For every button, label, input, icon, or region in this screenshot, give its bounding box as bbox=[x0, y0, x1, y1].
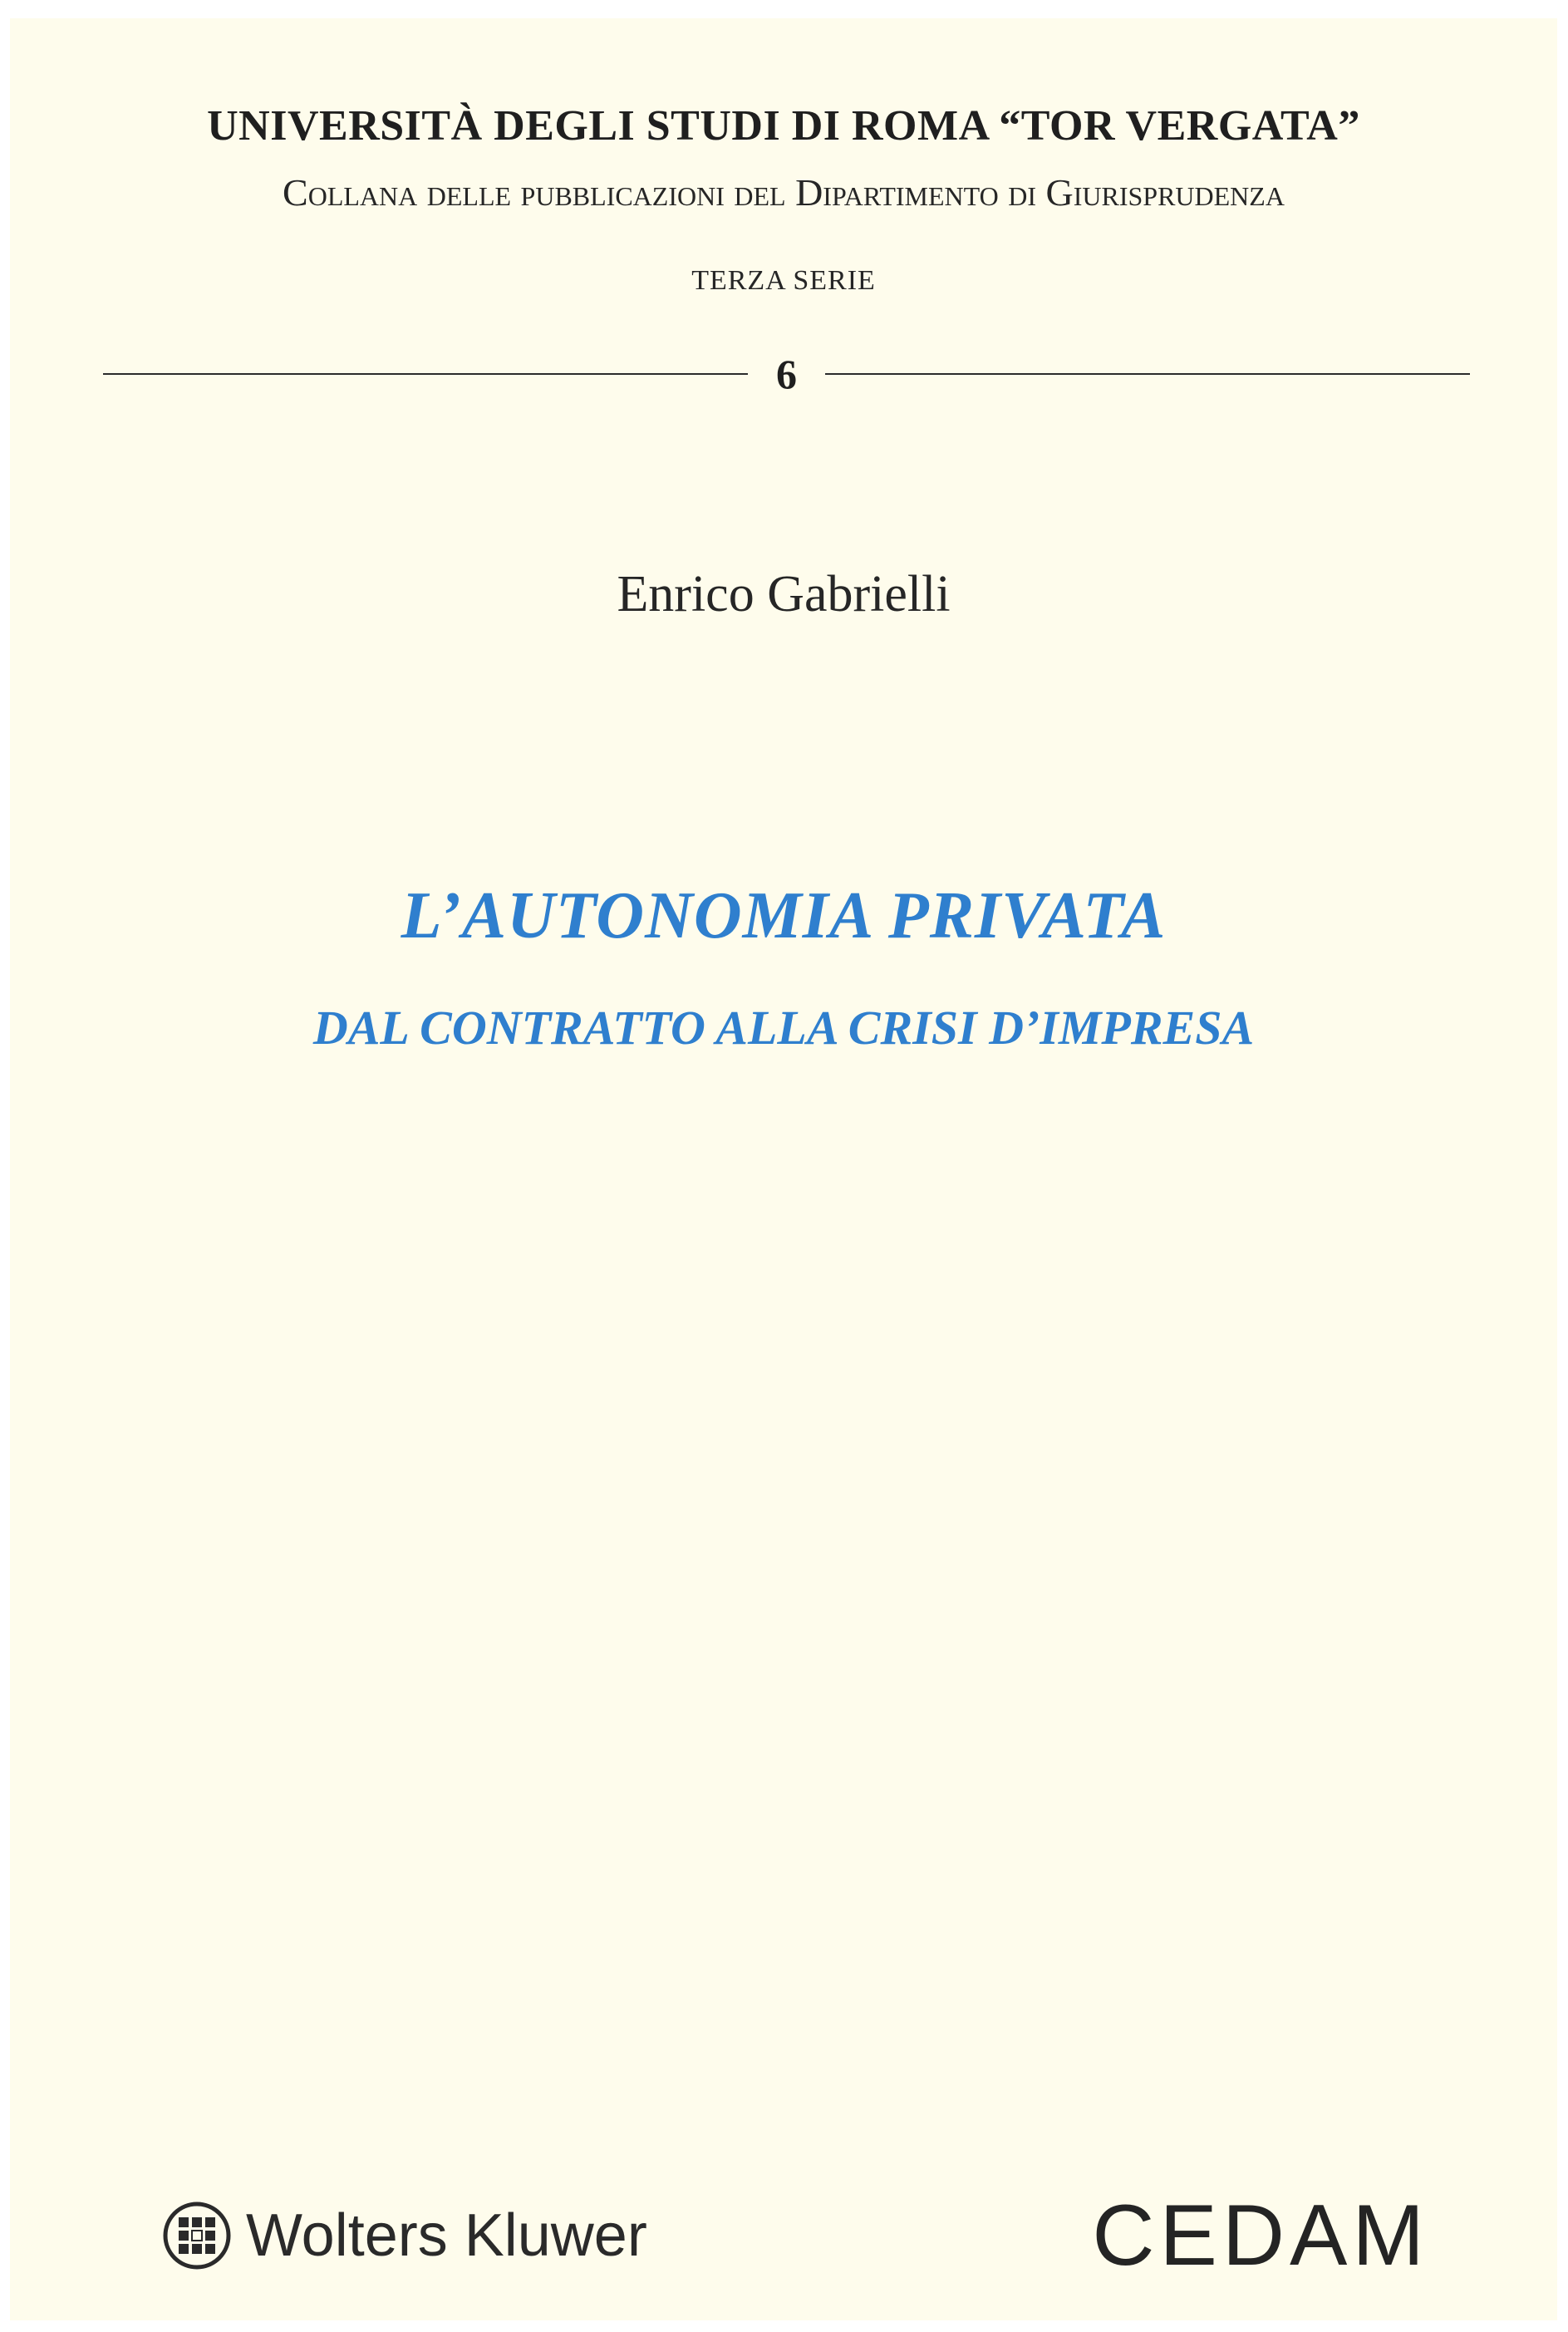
publisher-name: Wolters Kluwer bbox=[246, 2202, 647, 2269]
book-cover bbox=[10, 18, 1557, 2320]
university-heading: UNIVERSITÀ DEGLI STUDI DI ROMA “TOR VERGATA” bbox=[207, 102, 1360, 150]
wolters-kluwer-grid-icon bbox=[163, 2202, 231, 2270]
divider-left bbox=[103, 373, 748, 375]
series-label: TERZA SERIE bbox=[691, 265, 876, 296]
series-collection: Collana delle pubblicazioni del Dipartimento di Giurisprudenza bbox=[283, 171, 1285, 214]
imprint-name: CEDAM bbox=[1092, 2187, 1429, 2284]
book-title: L’AUTONOMIA PRIVATA bbox=[401, 879, 1167, 952]
volume-number: 6 bbox=[776, 351, 797, 397]
author-name: Enrico Gabrielli bbox=[617, 566, 951, 622]
publisher-logo bbox=[163, 2194, 761, 2277]
divider-right bbox=[825, 373, 1470, 375]
book-subtitle: DAL CONTRATTO ALLA CRISI D’IMPRESA bbox=[312, 1001, 1255, 1055]
